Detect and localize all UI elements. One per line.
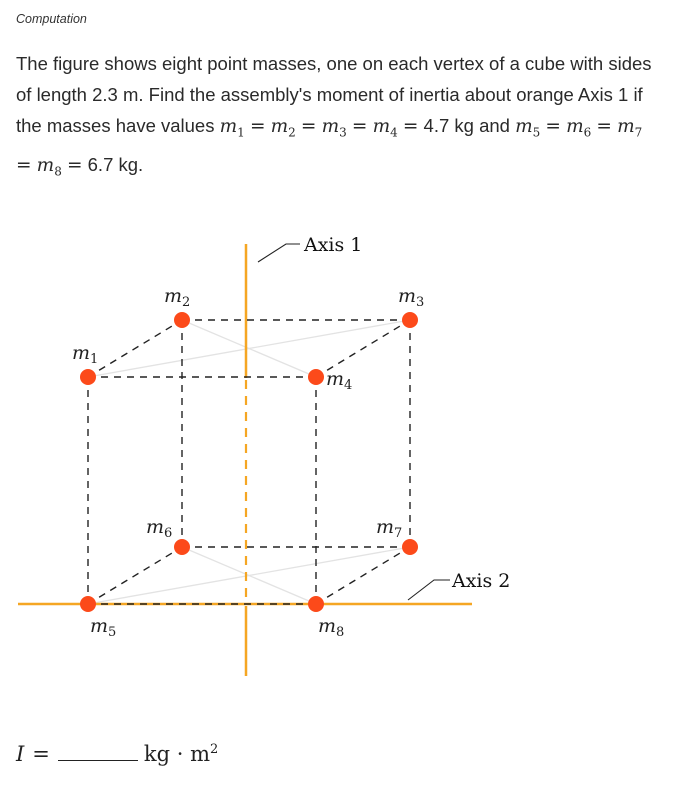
mass-m3 — [402, 312, 418, 328]
var-m4: $m_4$ — [372, 116, 398, 140]
label-m5: $m_5$ — [90, 615, 117, 640]
var-m6: $m_6$ — [566, 116, 592, 140]
label-m2: $m_2$ — [164, 285, 191, 310]
value-group1: 4.7 — [423, 115, 450, 136]
problem-statement: The figure shows eight point masses, one on each vertex of a cube with sides of length 2.3 m. Find the assembly's moment of inertia about orange Axis 1 if the masses have values $m_1 = m_2 = m_3 = m_4 = 4.7$ kg and $m_5 = m_6 = m_7 = m_8 = 6.7$ kg. — [16, 53, 652, 179]
var-m8: $m_8$ — [36, 154, 62, 179]
cube-figure — [0, 220, 678, 690]
value-group2: 6.7 — [87, 153, 114, 175]
mass-m2 — [174, 312, 190, 328]
masses — [80, 312, 418, 612]
problem-text-2: kg and — [449, 115, 516, 136]
label-m4: $m_4$ — [326, 368, 353, 393]
computation-tag: Computation — [16, 12, 87, 26]
top-face-diagonal — [182, 320, 316, 377]
axis1-label: Axis 1 — [304, 234, 363, 256]
answer-unit: kg · $m^2$ — [143, 742, 219, 766]
problem-text-3: kg. — [113, 153, 144, 175]
answer-equals: = — [32, 742, 50, 766]
mass-m7 — [402, 539, 418, 555]
axis2-leader — [408, 580, 450, 600]
axis2-label: Axis 2 — [452, 570, 511, 592]
answer-line — [16, 742, 218, 766]
label-m1: $m_1$ — [72, 342, 99, 367]
bottom-face-diagonal — [182, 547, 316, 604]
mass-m1 — [80, 369, 96, 385]
cube-edges — [88, 320, 410, 604]
var-m7: $m_7$ — [617, 116, 643, 140]
var-m5: $m_5$ — [515, 116, 541, 140]
label-m8: $m_8$ — [318, 615, 345, 640]
mass-m6 — [174, 539, 190, 555]
var-m1: $m_1$ — [219, 116, 245, 140]
problem-text-1: The figure shows eight point masses, one on each vertex of a cube with sides of length 2.3 m. Find the assembly's moment of inertia about orange Axis 1 if the masses have values — [16, 53, 652, 136]
axis1-leader — [258, 244, 300, 262]
label-m6: $m_6$ — [146, 516, 173, 541]
label-m7: $m_7$ — [376, 516, 403, 541]
label-m3: $m_3$ — [398, 285, 425, 310]
mass-m4 — [308, 369, 324, 385]
mass-m8 — [308, 596, 324, 612]
var-m2: $m_2$ — [270, 116, 296, 140]
mass-m5 — [80, 596, 96, 612]
var-m3: $m_3$ — [321, 116, 347, 140]
answer-input[interactable] — [58, 742, 138, 761]
answer-variable: I — [16, 742, 25, 766]
